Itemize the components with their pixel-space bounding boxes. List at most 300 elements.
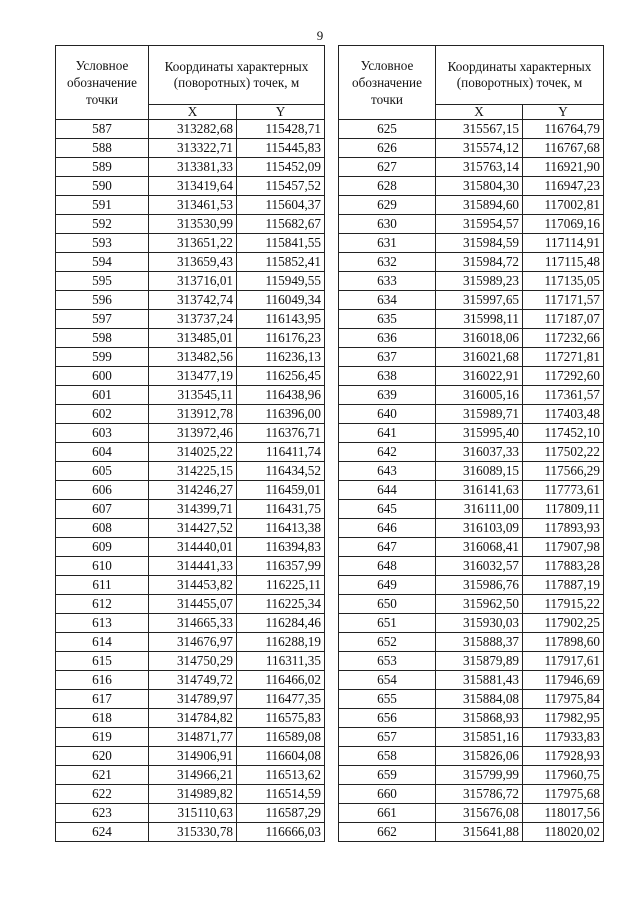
table-row <box>339 519 604 538</box>
coordinate-x: 316103,09 <box>436 519 523 538</box>
coordinate-x: 314906,91 <box>149 747 237 766</box>
table-row <box>56 519 325 538</box>
point-number: 624 <box>56 823 149 842</box>
coordinate-x: 315989,71 <box>436 405 523 424</box>
point-number: 649 <box>339 576 436 595</box>
column-header-x: X <box>436 105 523 120</box>
table-row <box>339 424 604 443</box>
coordinate-y: 116225,11 <box>237 576 325 595</box>
point-number: 630 <box>339 215 436 234</box>
coordinate-x: 316141,63 <box>436 481 523 500</box>
coordinate-x: 315881,43 <box>436 671 523 690</box>
point-number: 626 <box>339 139 436 158</box>
coordinate-x: 314749,72 <box>149 671 237 690</box>
coordinate-y: 116438,96 <box>237 386 325 405</box>
table-row <box>56 310 325 329</box>
table-row <box>56 652 325 671</box>
point-number: 625 <box>339 120 436 139</box>
table-row <box>56 215 325 234</box>
coordinate-x: 315786,72 <box>436 785 523 804</box>
coordinate-x: 314989,82 <box>149 785 237 804</box>
point-number: 603 <box>56 424 149 443</box>
coordinate-x: 314750,29 <box>149 652 237 671</box>
coordinate-x: 313477,19 <box>149 367 237 386</box>
point-number: 619 <box>56 728 149 747</box>
coordinate-x: 315574,12 <box>436 139 523 158</box>
coordinate-y: 117933,83 <box>523 728 604 747</box>
point-number: 593 <box>56 234 149 253</box>
table-row <box>56 196 325 215</box>
table-row <box>56 177 325 196</box>
coordinate-x: 315851,16 <box>436 728 523 747</box>
table-row <box>339 595 604 614</box>
table-row <box>56 804 325 823</box>
coordinate-x: 313545,11 <box>149 386 237 405</box>
coordinate-y: 117975,68 <box>523 785 604 804</box>
coordinate-y: 117271,81 <box>523 348 604 367</box>
coordinate-x: 315984,72 <box>436 253 523 272</box>
coordinate-y: 116434,52 <box>237 462 325 481</box>
coordinate-x: 315888,37 <box>436 633 523 652</box>
column-header-y: Y <box>523 105 604 120</box>
column-header-coordinates: Координаты характерных (поворотных) точек, м <box>149 46 325 105</box>
coordinate-x: 314453,82 <box>149 576 237 595</box>
coordinate-x: 313530,99 <box>149 215 237 234</box>
coordinate-y: 116376,71 <box>237 424 325 443</box>
coordinate-y: 117502,22 <box>523 443 604 462</box>
column-header-y: Y <box>237 105 325 120</box>
table-row <box>339 728 604 747</box>
coordinate-x: 315879,89 <box>436 652 523 671</box>
coordinate-x: 316005,16 <box>436 386 523 405</box>
coordinate-x: 314427,52 <box>149 519 237 538</box>
coordinate-x: 314455,07 <box>149 595 237 614</box>
point-number: 639 <box>339 386 436 405</box>
coordinate-x: 316021,68 <box>436 348 523 367</box>
point-number: 617 <box>56 690 149 709</box>
point-number: 635 <box>339 310 436 329</box>
point-number: 596 <box>56 291 149 310</box>
coordinate-y: 115452,09 <box>237 158 325 177</box>
point-number: 633 <box>339 272 436 291</box>
point-number: 657 <box>339 728 436 747</box>
point-number: 623 <box>56 804 149 823</box>
point-number: 609 <box>56 538 149 557</box>
coordinate-y: 115841,55 <box>237 234 325 253</box>
coordinate-x: 316068,41 <box>436 538 523 557</box>
coordinate-y: 116587,29 <box>237 804 325 823</box>
table-row <box>339 766 604 785</box>
coordinate-y: 116413,38 <box>237 519 325 538</box>
coordinate-x: 316037,33 <box>436 443 523 462</box>
table-row <box>339 386 604 405</box>
table-row <box>339 120 604 139</box>
coordinate-y: 117960,75 <box>523 766 604 785</box>
coordinate-x: 316089,15 <box>436 462 523 481</box>
column-header-point: Условное обозначение точки <box>56 46 149 120</box>
coordinate-y: 117135,05 <box>523 272 604 291</box>
point-number: 650 <box>339 595 436 614</box>
table-row <box>339 633 604 652</box>
table-row <box>339 158 604 177</box>
coordinate-y: 116394,83 <box>237 538 325 557</box>
table-row <box>56 348 325 367</box>
table-row <box>339 291 604 310</box>
point-number: 637 <box>339 348 436 367</box>
coordinate-y: 116764,79 <box>523 120 604 139</box>
point-number: 610 <box>56 557 149 576</box>
table-row <box>339 652 604 671</box>
coordinate-y: 117069,16 <box>523 215 604 234</box>
coordinate-x: 315330,78 <box>149 823 237 842</box>
table-row <box>56 462 325 481</box>
coordinate-x: 314441,33 <box>149 557 237 576</box>
table-row <box>56 481 325 500</box>
coordinate-x: 315962,50 <box>436 595 523 614</box>
coordinate-y: 117975,84 <box>523 690 604 709</box>
point-number: 648 <box>339 557 436 576</box>
coordinate-y: 116459,01 <box>237 481 325 500</box>
table-row <box>339 614 604 633</box>
coordinate-y: 118017,56 <box>523 804 604 823</box>
coordinate-y: 116514,59 <box>237 785 325 804</box>
coordinate-x: 315989,23 <box>436 272 523 291</box>
coordinate-y: 117915,22 <box>523 595 604 614</box>
coordinate-x: 313716,01 <box>149 272 237 291</box>
point-number: 600 <box>56 367 149 386</box>
coordinate-y: 116143,95 <box>237 310 325 329</box>
coordinate-y: 116311,35 <box>237 652 325 671</box>
point-number: 658 <box>339 747 436 766</box>
column-header-point: Условное обозначение точки <box>339 46 436 120</box>
table-row <box>56 139 325 158</box>
coordinate-y: 117928,93 <box>523 747 604 766</box>
table-row <box>339 823 604 842</box>
point-number: 644 <box>339 481 436 500</box>
table-row <box>56 823 325 842</box>
coordinate-x: 314399,71 <box>149 500 237 519</box>
coordinate-y: 116466,02 <box>237 671 325 690</box>
table-row <box>56 728 325 747</box>
point-number: 642 <box>339 443 436 462</box>
coordinate-x: 315884,08 <box>436 690 523 709</box>
table-row <box>339 538 604 557</box>
coordinate-x: 313659,43 <box>149 253 237 272</box>
table-row <box>339 196 604 215</box>
table-row <box>56 709 325 728</box>
point-number: 605 <box>56 462 149 481</box>
table-row <box>339 747 604 766</box>
coordinate-y: 116284,46 <box>237 614 325 633</box>
table-row <box>56 690 325 709</box>
coordinate-y: 117917,61 <box>523 652 604 671</box>
coordinate-y: 117907,98 <box>523 538 604 557</box>
point-number: 652 <box>339 633 436 652</box>
table-row <box>339 500 604 519</box>
table-row <box>56 253 325 272</box>
point-number: 662 <box>339 823 436 842</box>
coordinate-y: 117187,07 <box>523 310 604 329</box>
point-number: 634 <box>339 291 436 310</box>
coordinate-y: 117115,48 <box>523 253 604 272</box>
coordinate-y: 117982,95 <box>523 709 604 728</box>
coordinate-y: 117898,60 <box>523 633 604 652</box>
coordinate-x: 313482,56 <box>149 348 237 367</box>
point-number: 589 <box>56 158 149 177</box>
point-number: 651 <box>339 614 436 633</box>
coordinate-y: 117403,48 <box>523 405 604 424</box>
point-number: 638 <box>339 367 436 386</box>
coordinate-y: 116049,34 <box>237 291 325 310</box>
point-number: 618 <box>56 709 149 728</box>
point-number: 627 <box>339 158 436 177</box>
coordinate-y: 117002,81 <box>523 196 604 215</box>
table-row <box>339 234 604 253</box>
point-number: 640 <box>339 405 436 424</box>
table-row <box>56 785 325 804</box>
coordinate-y: 116256,45 <box>237 367 325 386</box>
table-row <box>339 177 604 196</box>
point-number: 599 <box>56 348 149 367</box>
point-number: 620 <box>56 747 149 766</box>
coordinate-y: 117232,66 <box>523 329 604 348</box>
coordinate-x: 313485,01 <box>149 329 237 348</box>
coordinate-x: 315894,60 <box>436 196 523 215</box>
table-row <box>56 234 325 253</box>
coordinate-x: 314246,27 <box>149 481 237 500</box>
point-number: 612 <box>56 595 149 614</box>
coordinate-x: 314225,15 <box>149 462 237 481</box>
point-number: 607 <box>56 500 149 519</box>
coordinate-x: 315110,63 <box>149 804 237 823</box>
table-row <box>56 671 325 690</box>
coordinate-y: 116477,35 <box>237 690 325 709</box>
point-number: 653 <box>339 652 436 671</box>
coordinate-x: 313972,46 <box>149 424 237 443</box>
table-row <box>339 462 604 481</box>
coordinate-x: 314665,33 <box>149 614 237 633</box>
coordinate-y: 115949,55 <box>237 272 325 291</box>
coordinate-y: 117773,61 <box>523 481 604 500</box>
coordinate-y: 116767,68 <box>523 139 604 158</box>
coordinate-x: 314789,97 <box>149 690 237 709</box>
table-row <box>339 310 604 329</box>
point-number: 613 <box>56 614 149 633</box>
point-number: 646 <box>339 519 436 538</box>
coordinate-x: 315995,40 <box>436 424 523 443</box>
table-row <box>339 367 604 386</box>
coordinate-x: 314784,82 <box>149 709 237 728</box>
point-number: 608 <box>56 519 149 538</box>
coordinate-y: 116947,23 <box>523 177 604 196</box>
coordinate-x: 313742,74 <box>149 291 237 310</box>
coordinate-x: 313651,22 <box>149 234 237 253</box>
coordinate-y: 117893,93 <box>523 519 604 538</box>
coordinate-x: 314440,01 <box>149 538 237 557</box>
coordinate-y: 115604,37 <box>237 196 325 215</box>
table-row <box>339 329 604 348</box>
table-row <box>56 500 325 519</box>
coordinate-y: 117361,57 <box>523 386 604 405</box>
point-number: 602 <box>56 405 149 424</box>
coordinate-x: 315763,14 <box>436 158 523 177</box>
coordinate-y: 117171,57 <box>523 291 604 310</box>
coordinate-y: 116176,23 <box>237 329 325 348</box>
coordinate-y: 115682,67 <box>237 215 325 234</box>
point-number: 616 <box>56 671 149 690</box>
coordinate-y: 118020,02 <box>523 823 604 842</box>
coordinate-y: 117452,10 <box>523 424 604 443</box>
coordinate-x: 316111,00 <box>436 500 523 519</box>
page-number: 9 <box>316 28 324 43</box>
point-number: 656 <box>339 709 436 728</box>
table-row <box>339 443 604 462</box>
table-row <box>56 291 325 310</box>
coordinate-y: 117887,19 <box>523 576 604 595</box>
coordinate-y: 116604,08 <box>237 747 325 766</box>
table-row <box>56 614 325 633</box>
table-row <box>56 424 325 443</box>
coordinate-y: 117566,29 <box>523 462 604 481</box>
coordinate-x: 315984,59 <box>436 234 523 253</box>
coordinate-y: 117809,11 <box>523 500 604 519</box>
coordinate-x: 315998,11 <box>436 310 523 329</box>
coordinate-x: 315676,08 <box>436 804 523 823</box>
point-number: 659 <box>339 766 436 785</box>
coordinate-x: 314871,77 <box>149 728 237 747</box>
table-row <box>56 766 325 785</box>
point-number: 606 <box>56 481 149 500</box>
point-number: 587 <box>56 120 149 139</box>
point-number: 654 <box>339 671 436 690</box>
coordinate-x: 316022,91 <box>436 367 523 386</box>
point-number: 611 <box>56 576 149 595</box>
table-row <box>339 139 604 158</box>
coordinate-x: 316018,06 <box>436 329 523 348</box>
point-number: 604 <box>56 443 149 462</box>
coordinate-x: 314025,22 <box>149 443 237 462</box>
point-number: 591 <box>56 196 149 215</box>
coordinate-y: 116575,83 <box>237 709 325 728</box>
coordinate-y: 116431,75 <box>237 500 325 519</box>
table-row <box>56 633 325 652</box>
coordinate-x: 315930,03 <box>436 614 523 633</box>
point-number: 615 <box>56 652 149 671</box>
table-row <box>339 215 604 234</box>
coordinate-y: 116396,00 <box>237 405 325 424</box>
coordinate-y: 115457,52 <box>237 177 325 196</box>
coordinate-y: 115852,41 <box>237 253 325 272</box>
table-row <box>339 709 604 728</box>
coordinate-x: 313461,53 <box>149 196 237 215</box>
table-row <box>56 120 325 139</box>
coordinate-x: 313912,78 <box>149 405 237 424</box>
coordinate-y: 117902,25 <box>523 614 604 633</box>
table-row <box>339 671 604 690</box>
point-number: 661 <box>339 804 436 823</box>
column-header-x: X <box>149 105 237 120</box>
table-row <box>339 272 604 291</box>
point-number: 595 <box>56 272 149 291</box>
table-row <box>56 329 325 348</box>
table-row <box>56 158 325 177</box>
coordinate-y: 116236,13 <box>237 348 325 367</box>
table-row <box>56 747 325 766</box>
table-row <box>339 785 604 804</box>
coordinate-x: 314676,97 <box>149 633 237 652</box>
coordinate-x: 315986,76 <box>436 576 523 595</box>
coordinate-y: 115428,71 <box>237 120 325 139</box>
table-row <box>339 481 604 500</box>
point-number: 632 <box>339 253 436 272</box>
coordinate-y: 116589,08 <box>237 728 325 747</box>
coordinate-x: 315826,06 <box>436 747 523 766</box>
table-row <box>56 405 325 424</box>
table-row <box>56 595 325 614</box>
table-row <box>339 690 604 709</box>
coordinate-x: 313282,68 <box>149 120 237 139</box>
table-row <box>339 348 604 367</box>
point-number: 621 <box>56 766 149 785</box>
point-number: 641 <box>339 424 436 443</box>
coordinate-y: 117946,69 <box>523 671 604 690</box>
coordinate-x: 315997,65 <box>436 291 523 310</box>
coordinate-y: 117883,28 <box>523 557 604 576</box>
coordinate-x: 313737,24 <box>149 310 237 329</box>
coordinate-x: 314966,21 <box>149 766 237 785</box>
coordinate-y: 116513,62 <box>237 766 325 785</box>
point-number: 643 <box>339 462 436 481</box>
table-row <box>56 367 325 386</box>
coordinates-table-right <box>338 45 604 842</box>
table-row <box>56 272 325 291</box>
point-number: 647 <box>339 538 436 557</box>
point-number: 636 <box>339 329 436 348</box>
point-number: 598 <box>56 329 149 348</box>
point-number: 631 <box>339 234 436 253</box>
point-number: 588 <box>56 139 149 158</box>
point-number: 629 <box>339 196 436 215</box>
coordinate-y: 116225,34 <box>237 595 325 614</box>
table-row <box>56 557 325 576</box>
point-number: 590 <box>56 177 149 196</box>
point-number: 592 <box>56 215 149 234</box>
table-row <box>56 538 325 557</box>
coordinate-y: 116666,03 <box>237 823 325 842</box>
coordinate-y: 117292,60 <box>523 367 604 386</box>
coordinate-x: 315799,99 <box>436 766 523 785</box>
table-row <box>339 253 604 272</box>
table-row <box>56 443 325 462</box>
coordinate-x: 313419,64 <box>149 177 237 196</box>
table-row <box>339 405 604 424</box>
coordinate-y: 117114,91 <box>523 234 604 253</box>
point-number: 628 <box>339 177 436 196</box>
table-row <box>56 386 325 405</box>
point-number: 660 <box>339 785 436 804</box>
coordinate-y: 115445,83 <box>237 139 325 158</box>
coordinate-y: 116411,74 <box>237 443 325 462</box>
point-number: 622 <box>56 785 149 804</box>
table-row <box>339 557 604 576</box>
column-header-coordinates: Координаты характерных (поворотных) точек, м <box>436 46 604 105</box>
coordinate-x: 315641,88 <box>436 823 523 842</box>
coordinate-x: 315804,30 <box>436 177 523 196</box>
point-number: 655 <box>339 690 436 709</box>
coordinates-table-left <box>55 45 325 842</box>
point-number: 601 <box>56 386 149 405</box>
coordinate-y: 116288,19 <box>237 633 325 652</box>
